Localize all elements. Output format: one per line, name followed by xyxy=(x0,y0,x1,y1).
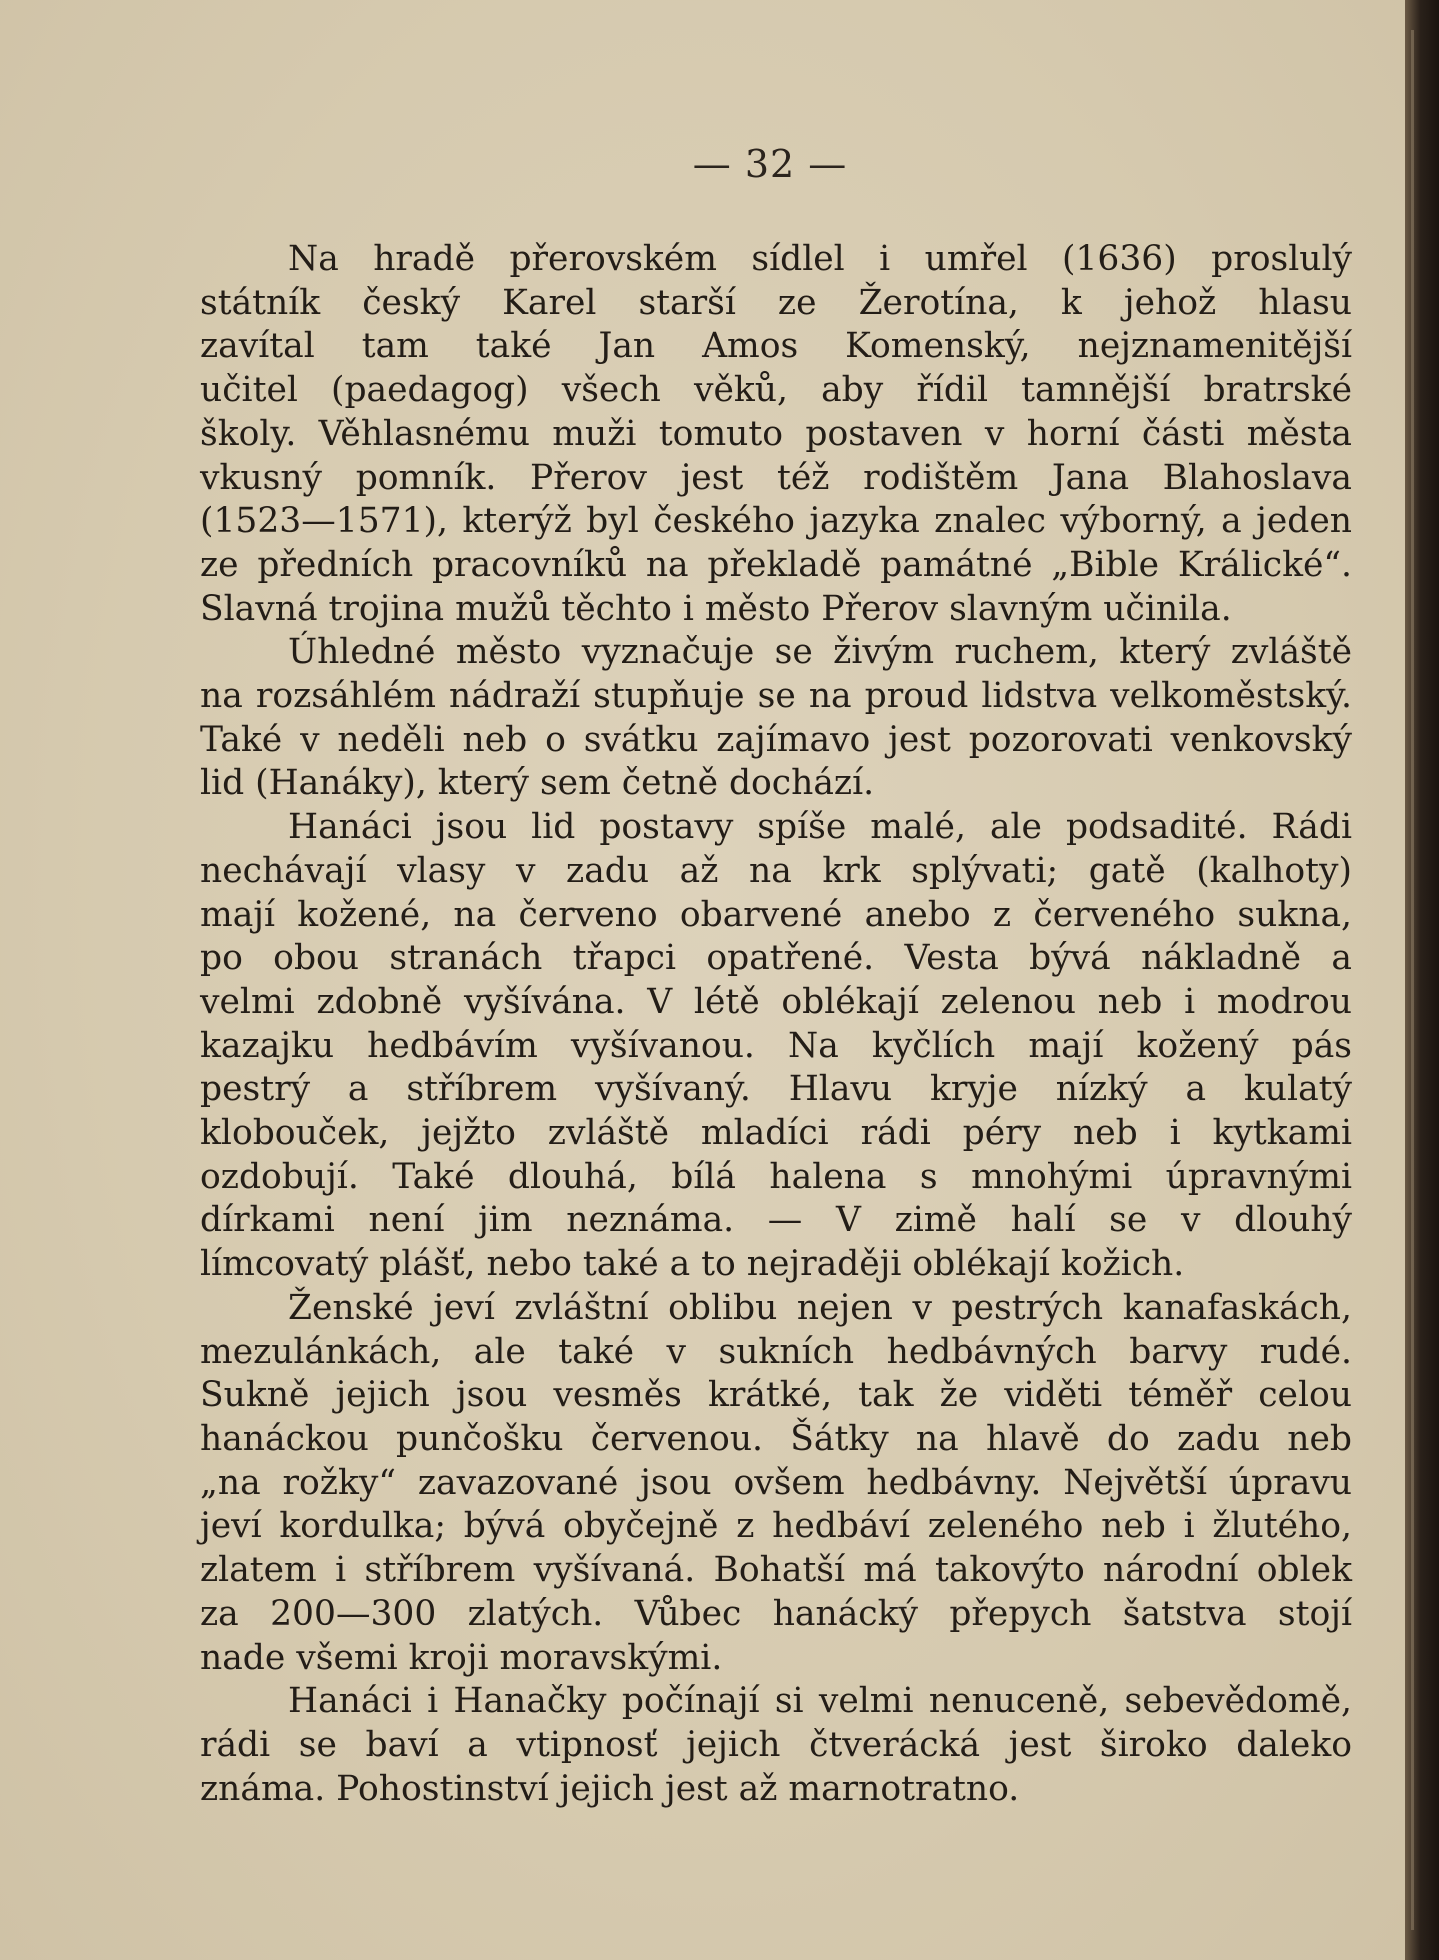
text-line: mezulánkách, ale také v sukních hedbávných barvy rudé. xyxy=(200,1331,1352,1372)
text-line: kazajku hedbávím vyšívanou. Na kyčlích mají kožený pás xyxy=(200,1025,1352,1066)
text-line: ze předních pracovníků na překladě památné „Bible Králické“. xyxy=(200,544,1352,585)
text-line: nade všemi kroji moravskými. xyxy=(200,1637,723,1678)
text-line: Na hradě přerovském sídlel i umřel (1636) proslulý xyxy=(288,239,1352,279)
text-line: „na rožky“ zavazované jsou ovšem hedbávny. Největší úpravu xyxy=(200,1462,1352,1503)
text-line: ozdobují. Také dlouhá, bílá halena s mnohými úpravnými xyxy=(200,1156,1352,1197)
text-line: Ženské jeví zvláštní oblibu nejen v pestrých kanafaskách, xyxy=(288,1287,1352,1328)
text-line: Hanáci i Hanačky počínají si velmi nenuceně, sebevědomě, xyxy=(288,1681,1352,1722)
text-line: Sukně jejich jsou vesměs krátké, tak že viděti téměř celou xyxy=(200,1375,1352,1416)
page-number: — 32 — xyxy=(692,142,848,186)
text-line: klobouček, jejžto zvláště mladíci rádi péry neb i kytkami xyxy=(200,1113,1352,1154)
text-line: zlatem i stříbrem vyšívaná. Bohatší má takovýto národní oblek xyxy=(200,1550,1352,1591)
text-line: Hanáci jsou lid postavy spíše malé, ale podsadité. Rádi xyxy=(288,807,1352,848)
text-line: pestrý a stříbrem vyšívaný. Hlavu kryje nízký a kulatý xyxy=(200,1069,1352,1110)
spine-edge xyxy=(1411,30,1414,1930)
text-line: Slavná trojina mužů těchto i město Přerov slavným učinila. xyxy=(200,588,1232,629)
text-line: vkusný pomník. Přerov jest též rodištěm Jana Blahoslava xyxy=(200,457,1352,498)
text-line: jeví kordulka; bývá obyčejně z hedbáví zeleného neb i žlutého, xyxy=(200,1506,1352,1547)
text-line: zavítal tam také Jan Amos Komenský, nejznamenitější xyxy=(200,326,1352,367)
text-line: lid (Hanáky), který sem četně dochází. xyxy=(200,763,875,804)
text-line: dírkami není jim neznáma. — V zimě halí se v dlouhý xyxy=(200,1200,1352,1241)
text-line: rádi se baví a vtipnosť jejich čtverácká jest široko daleko xyxy=(200,1724,1352,1765)
text-line: velmi zdobně vyšívána. V létě oblékají zelenou neb i modrou xyxy=(200,981,1352,1022)
text-line: Úhledné město vyznačuje se živým ruchem, který zvláště xyxy=(288,632,1352,673)
text-line: učitel (paedagog) všech věků, aby řídil tamnější bratrské xyxy=(200,370,1352,411)
text-line: Také v neděli neb o svátku zajímavo jest pozorovati venkovský xyxy=(200,719,1352,760)
text-line: nechávají vlasy v zadu až na krk splývati; gatě (kalhoty) xyxy=(200,850,1352,891)
text-line: po obou stranách třapci opatřené. Vesta bývá nákladně a xyxy=(200,938,1352,979)
text-line: hanáckou punčošku červenou. Šátky na hlavě do zadu neb xyxy=(200,1418,1352,1459)
text-line: mají kožené, na červeno obarvené anebo z červeného sukna, xyxy=(200,894,1352,935)
body-text xyxy=(200,238,1352,1811)
text-line: školy. Věhlasnému muži tomuto postaven v horní části města xyxy=(200,413,1352,454)
text-line: státník český Karel starší ze Žerotína, k jehož hlasu xyxy=(200,282,1352,323)
text-line: (1523—1571), kterýž byl českého jazyka znalec výborný, a jeden xyxy=(200,501,1352,542)
text-line: za 200—300 zlatých. Vůbec hanácký přepych šatstva stojí xyxy=(200,1593,1352,1634)
text-line: límcovatý plášť, nebo také a to nejraději oblékají kožich. xyxy=(200,1244,1185,1285)
text-line: na rozsáhlém nádraží stupňuje se na proud lidstva velkoměstský. xyxy=(200,676,1352,717)
text-line: známa. Pohostinství jejich jest až marnotratno. xyxy=(200,1768,1020,1809)
